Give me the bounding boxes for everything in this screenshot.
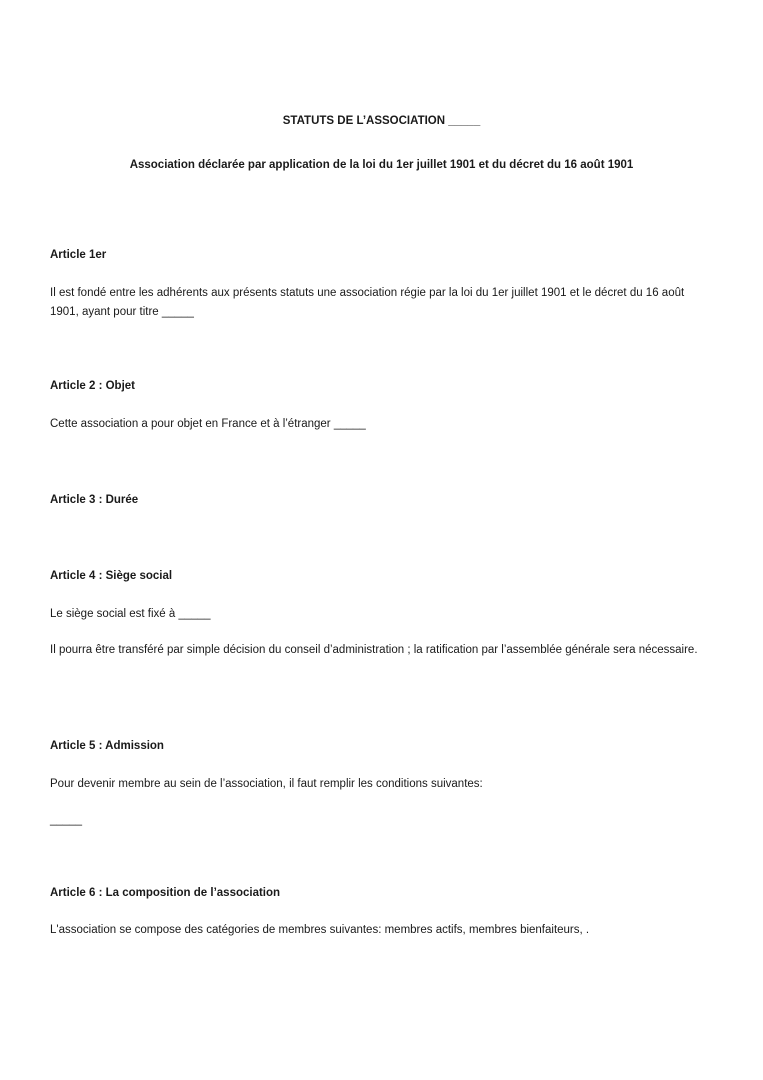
article-1-paragraph: Il est fondé entre les adhérents aux présents statuts une association régie par la loi du 1er juillet 1901 et le décret du 16 août 1901, ayant pour titre _____ <box>50 287 685 318</box>
article-2-heading: Article 2 : Objet <box>50 380 135 392</box>
article-6-paragraph: L'association se compose des catégories de membres suivantes: membres actifs, membres bienfaiteurs, . <box>50 924 590 936</box>
article-1-heading: Article 1er <box>50 249 107 261</box>
article-5-paragraph: Pour devenir membre au sein de l’association, il faut remplir les conditions suivantes: <box>50 778 483 790</box>
article-4-paragraph-1: Le siège social est fixé à _____ <box>50 608 211 620</box>
article-3-heading: Article 3 : Durée <box>50 494 139 506</box>
article-5-blank: _____ <box>50 814 82 826</box>
article-6-heading: Article 6 : La composition de l’association <box>50 887 281 899</box>
document-subtitle: Association déclarée par application de la loi du 1er juillet 1901 et du décret du 16 août 1901 <box>129 159 634 171</box>
article-4-heading: Article 4 : Siège social <box>50 570 173 582</box>
article-4-paragraph-2: Il pourra être transféré par simple décision du conseil d’administration ; la ratification par l’assemblée générale sera nécessaire. <box>50 644 698 656</box>
document-title: STATUTS DE L’ASSOCIATION _____ <box>282 115 481 127</box>
article-5-heading: Article 5 : Admission <box>50 740 164 752</box>
article-2-paragraph: Cette association a pour objet en France et à l’étranger _____ <box>50 418 366 430</box>
